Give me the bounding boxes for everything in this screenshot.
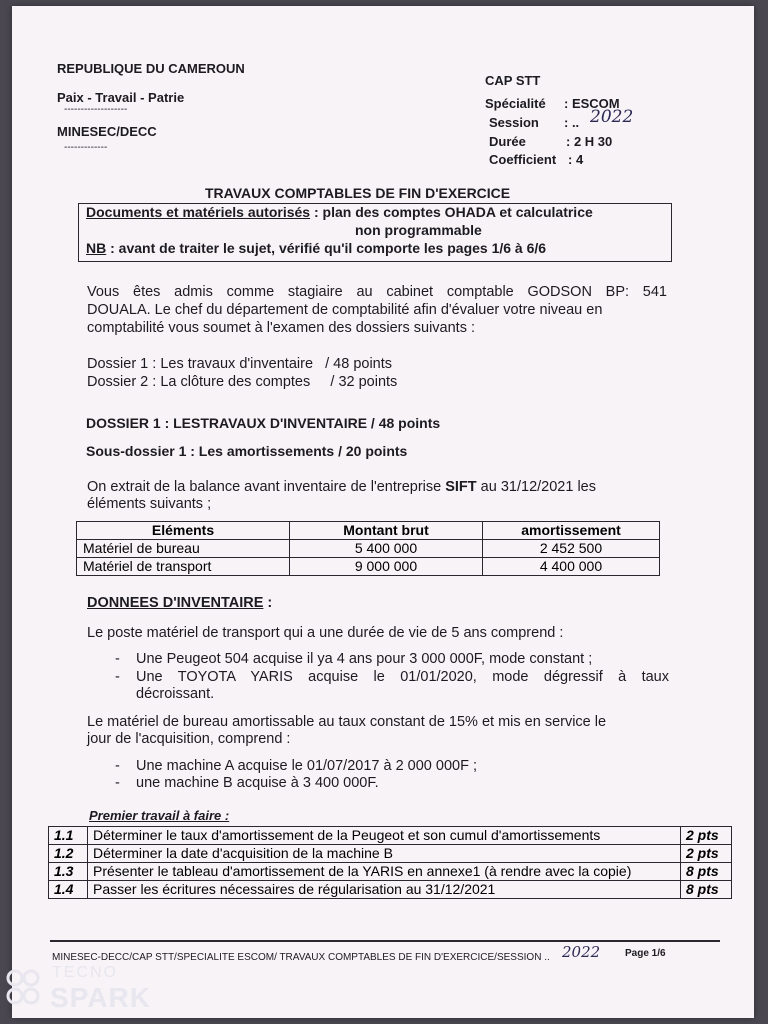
- task-number: 1.2: [49, 845, 88, 863]
- task-row: [49, 863, 732, 881]
- duree-label: Durée: [489, 134, 526, 149]
- task-number: 1.3: [49, 863, 88, 881]
- exam-name: CAP STT: [485, 73, 541, 88]
- country-motto: Paix - Travail - Patrie: [57, 90, 185, 105]
- watermark-brand-1: TECNO: [52, 964, 118, 981]
- footer-handwritten-year: 2022: [562, 943, 601, 961]
- duree-value: : 2 H 30: [566, 134, 613, 149]
- tecno-logo-icon: [4, 966, 44, 1014]
- task-row: [49, 881, 732, 899]
- task-number: 1.4: [49, 881, 88, 899]
- footer-text: MINESEC-DECC/CAP STT/SPECIALITE ESCOM/ TRAVAUX COMPTABLES DE FIN D'EXERCICE/SESSION ..: [52, 952, 550, 963]
- elements-table: [76, 521, 660, 576]
- authorized-materials-cont: non programmable: [355, 222, 482, 238]
- coefficient-label: Coefficient: [489, 152, 557, 167]
- bullet: -: [115, 775, 120, 791]
- specialite-label: Spécialité: [485, 96, 546, 111]
- table-row: [77, 558, 660, 576]
- dossier-1-title: DOSSIER 1 : LESTRAVAUX D'INVENTAIRE / 48 points: [86, 415, 441, 431]
- cell-montant: 5 400 000: [290, 540, 483, 558]
- session-label: Session: [489, 115, 539, 130]
- bullet: -: [115, 651, 120, 667]
- watermark-brand-2: SPARK: [50, 982, 151, 1013]
- session-handwritten-year: 2022: [590, 107, 634, 127]
- task-text: Passer les écritures nécessaires de régularisation au 31/12/2021: [88, 881, 681, 899]
- bureau-item-machine-a: Une machine A acquise le 01/07/2017 à 2 000 000F ;: [136, 758, 477, 774]
- session-value: : ..: [564, 115, 580, 130]
- col-amortissement: amortissement: [483, 522, 660, 540]
- task-points: 2 pts: [681, 827, 732, 845]
- authorized-materials: Documents et matériels autorisés : plan des comptes OHADA et calculatrice: [86, 204, 593, 220]
- transport-item-yaris-cont: décroissant.: [136, 686, 215, 702]
- dossier-2-summary: Dossier 2 : La clôture des comptes / 32 points: [87, 374, 398, 390]
- document-title: TRAVAUX COMPTABLES DE FIN D'EXERCICE: [205, 185, 511, 201]
- bullet: -: [115, 669, 120, 685]
- cell-element: Matériel de transport: [77, 558, 290, 576]
- task-points: 8 pts: [681, 863, 732, 881]
- task-row: [49, 845, 732, 863]
- cell-amortissement: 2 452 500: [483, 540, 660, 558]
- header-dashes-2: -------------: [64, 142, 108, 153]
- dossier-1-summary: Dossier 1 : Les travaux d'inventaire / 48 points: [87, 356, 393, 372]
- task-points: 8 pts: [681, 881, 732, 899]
- task-text: Déterminer le taux d'amortissement de la Peugeot et son cumul d'amortissements: [88, 827, 681, 845]
- nb-note: NB : avant de traiter le sujet, vérifié qu'il comporte les pages 1/6 à 6/6: [86, 240, 547, 256]
- table-row: [77, 540, 660, 558]
- page-number: Page 1/6: [625, 948, 666, 959]
- specialite-value: : ESCOM: [564, 96, 620, 111]
- tasks-table: [48, 826, 732, 899]
- task-points: 2 pts: [681, 845, 732, 863]
- intro-line-3: comptabilité vous soumet à l'examen des dossiers suivants :: [87, 320, 476, 336]
- bullet: -: [115, 758, 120, 774]
- footer-rule: [50, 940, 720, 942]
- bureau-item-machine-b: une machine B acquise à 3 400 000F.: [136, 775, 379, 791]
- transport-intro: Le poste matériel de transport qui a une durée de vie de 5 ans comprend :: [87, 625, 564, 641]
- table-header-row: [77, 522, 660, 540]
- transport-item-yaris: Une TOYOTA YARIS acquise le 01/01/2020, mode dégressif à taux: [136, 669, 669, 685]
- task-text: Déterminer la date d'acquisition de la machine B: [88, 845, 681, 863]
- sous-dossier-1-title: Sous-dossier 1 : Les amortissements / 20 points: [86, 443, 408, 459]
- donnees-inventaire-title: DONNEES D'INVENTAIRE :: [87, 595, 273, 611]
- coefficient-value: : 4: [568, 152, 584, 167]
- intro-line-1: Vous êtes admis comme stagiaire au cabinet comptable GODSON BP: 541: [87, 284, 667, 300]
- premier-travail-title: Premier travail à faire :: [89, 808, 230, 823]
- cell-amortissement: 4 400 000: [483, 558, 660, 576]
- ministry-name: MINESEC/DECC: [57, 124, 157, 139]
- transport-item-peugeot: Une Peugeot 504 acquise il ya 4 ans pour 3 000 000F, mode constant ;: [136, 651, 593, 667]
- bureau-line-2: jour de l'acquisition, comprend :: [87, 731, 291, 747]
- task-text: Présenter le tableau d'amortissement de la YARIS en annexe1 (à rendre avec la copie): [88, 863, 681, 881]
- task-number: 1.1: [49, 827, 88, 845]
- bureau-line-1: Le matériel de bureau amortissable au taux constant de 15% et mis en service le: [87, 714, 607, 730]
- extract-line-1: On extrait de la balance avant inventaire de l'entreprise SIFT au 31/12/2021 les: [87, 479, 596, 495]
- intro-line-2: DOUALA. Le chef du département de comptabilité afin d'évaluer votre niveau en: [87, 302, 603, 318]
- extract-line-2: éléments suivants ;: [87, 496, 212, 512]
- task-row: [49, 827, 732, 845]
- cell-element: Matériel de bureau: [77, 540, 290, 558]
- country-name: REPUBLIQUE DU CAMEROUN: [57, 61, 245, 76]
- cell-montant: 9 000 000: [290, 558, 483, 576]
- header-dashes-1: -------------------: [64, 104, 128, 115]
- col-montant-brut: Montant brut: [290, 522, 483, 540]
- col-elements: Eléments: [77, 522, 290, 540]
